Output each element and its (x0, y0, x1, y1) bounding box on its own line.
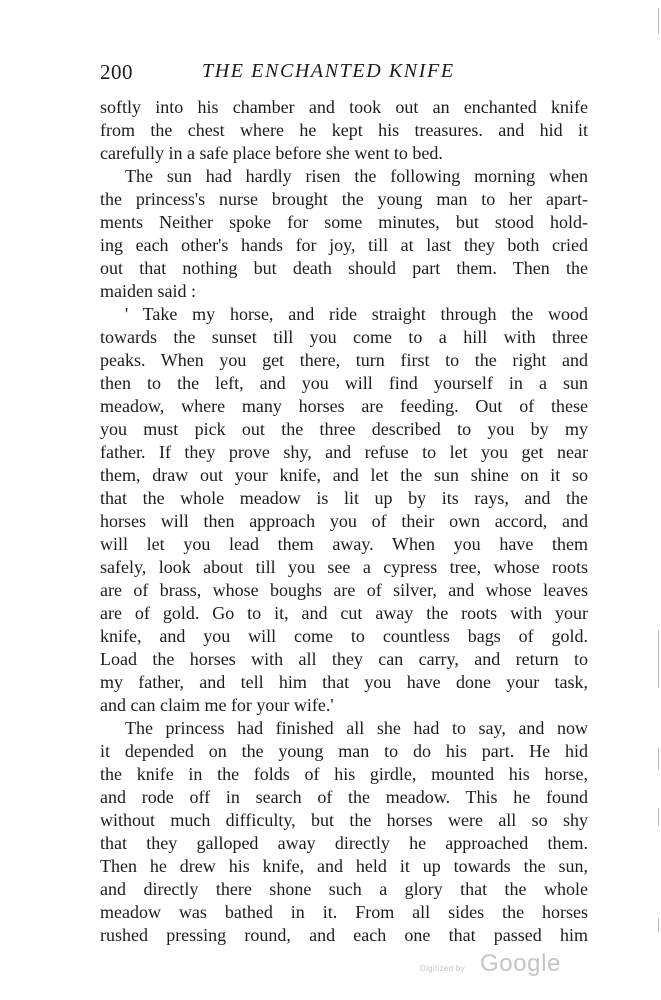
text-line: then to the left, and you will find yourself in a sun (100, 373, 588, 393)
text-line: are of gold. Go to it, and cut away the roots with your (100, 603, 588, 623)
text-line: father. If they prove shy, and refuse to let you get near (100, 442, 588, 462)
text-line: you must pick out the three described to you by my (100, 419, 588, 439)
body-text (100, 96, 588, 947)
text-line: Load the horses with all they can carry, and return to (100, 649, 588, 669)
watermark-prefix: Digitized by (420, 964, 465, 973)
text-line: the princess's nurse brought the young man to her apart- (100, 189, 588, 209)
scan-edge-mark (658, 630, 659, 688)
text-line: them, draw out your knife, and let the sun shine on it so (100, 465, 588, 485)
scan-edge-mark (658, 808, 659, 826)
digitized-watermark (420, 950, 580, 982)
text-line: and rode off in search of the meadow. This he found (100, 787, 588, 807)
running-title: THE ENCHANTED KNIFE (202, 60, 455, 82)
text-line: Then he drew his knife, and held it up towards the sun, (100, 856, 588, 876)
text-line: ments Neither spoke for some minutes, but stood hold- (100, 212, 588, 232)
text-line: horses will then approach you of their own accord, and (100, 511, 588, 531)
text-line: will let you lead them away. When you have them (100, 534, 588, 554)
text-line: towards the sunset till you come to a hill with three (100, 327, 588, 347)
text-line: meadow, where many horses are feeding. Out of these (100, 396, 588, 416)
text-line: The princess had finished all she had to say, and now (125, 718, 588, 738)
text-line: softly into his chamber and took out an enchanted knife (100, 97, 588, 117)
page-number: 200 (100, 60, 133, 84)
text-line: carefully in a safe place before she went to bed. (100, 143, 443, 163)
text-line: out that nothing but death should part them. Then the (100, 258, 588, 278)
text-line: are of brass, whose boughs are of silver, and whose leaves (100, 580, 588, 600)
scan-edge-marks (657, 0, 661, 1000)
scan-edge-mark (658, 748, 659, 770)
text-line: rushed pressing round, and each one that passed him (100, 925, 588, 945)
text-line: and can claim me for your wife.' (100, 695, 334, 715)
text-line: ing each other's hands for joy, till at last they both cried (100, 235, 588, 255)
scan-edge-mark (658, 918, 659, 932)
text-line: safely, look about till you see a cypress tree, whose roots (100, 557, 588, 577)
text-line: that they galloped away directly he approached them. (100, 833, 588, 853)
text-line: from the chest where he kept his treasures. and hid it (100, 120, 588, 140)
text-line: ' Take my horse, and ride straight through the wood (125, 304, 588, 324)
text-line: The sun had hardly risen the following morning when (125, 166, 588, 186)
text-line: and directly there shone such a glory that the whole (100, 879, 588, 899)
text-line: meadow was bathed in it. From all sides the horses (100, 902, 588, 922)
text-line: my father, and tell him that you have done your task, (100, 672, 588, 692)
text-line: without much difficulty, but the horses were all so shy (100, 810, 588, 830)
text-line: the knife in the folds of his girdle, mounted his horse, (100, 764, 588, 784)
text-line: maiden said : (100, 281, 196, 301)
text-line: peaks. When you get there, turn first to the right and (100, 350, 588, 370)
text-line: it depended on the young man to do his part. He hid (100, 741, 588, 761)
text-line: knife, and you will come to countless bags of gold. (100, 626, 588, 646)
text-line: that the whole meadow is lit up by its rays, and the (100, 488, 588, 508)
scan-edge-mark (658, 8, 659, 34)
google-logo: Google (480, 950, 561, 977)
page-header (100, 60, 580, 88)
